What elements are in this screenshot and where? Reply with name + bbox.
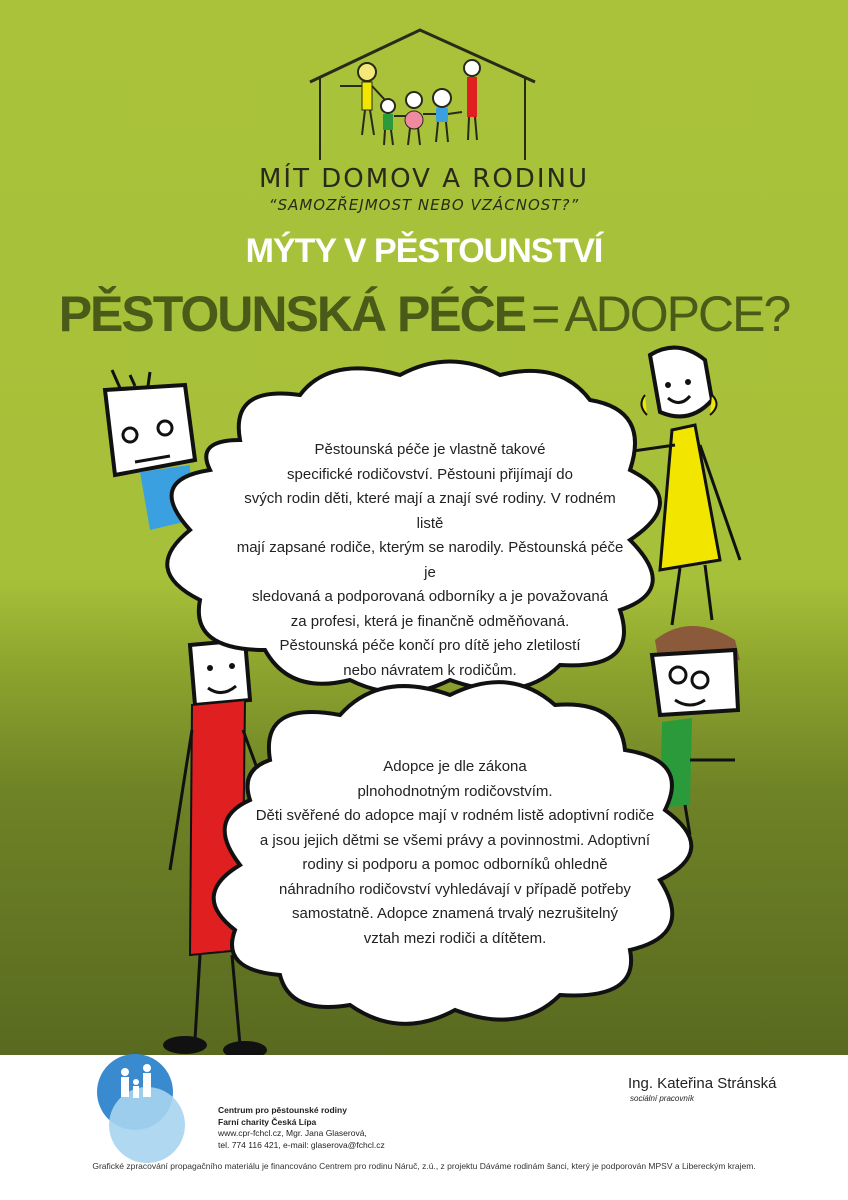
main-heading-light: ADOPCE?	[564, 286, 790, 342]
cloud-top-line: svých rodin děti, které mají a znají své rodiny. V rodném listě	[244, 490, 616, 532]
myths-heading: MÝTY V PĚSTOUNSTVÍ	[245, 232, 603, 270]
cloud-bottom-line: náhradního rodičovství vyhledávají v případě potřeby	[279, 880, 631, 898]
signature-role: sociální pracovník	[630, 1094, 695, 1103]
org-parent: Farní charity Česká Lípa	[218, 1116, 317, 1127]
org-logo	[95, 1050, 190, 1165]
cloud-bottom-line: plnohodnotným rodičovstvím.	[357, 782, 553, 800]
signature-block	[628, 1075, 776, 1103]
cloud-bottom-line: vztah mezi rodiči a dítětem.	[363, 929, 547, 947]
cloud-bottom-line: rodiny si podporu a pomoc odborníků ohledně	[302, 856, 608, 873]
cloud-bottom-line: Adopce je dle zákona	[383, 758, 527, 775]
organization-info	[218, 1105, 385, 1151]
campaign-title: MÍT DOMOV A RODINU	[259, 164, 589, 194]
cloud-top-line: nebo návratem k rodičům.	[343, 661, 517, 679]
cloud-bottom-text	[245, 755, 665, 951]
signature-name: Ing. Kateřina Stránská	[628, 1075, 777, 1092]
cloud-top-line: Pěstounská péče je vlastně takové	[314, 441, 546, 458]
org-name: Centrum pro pěstounské rodiny	[218, 1105, 347, 1115]
main-heading-equals: =	[531, 286, 559, 342]
cloud-bottom-line: Děti svěřené do adopce mají v rodném listě adoptivní rodiče	[255, 807, 655, 824]
cloud-top-line: mají zapsané rodiče, kterým se narodily. Pěstounská péče je	[236, 539, 624, 581]
main-heading-bold: PĚSTOUNSKÁ PÉČE	[58, 286, 526, 342]
cloud-top-line: Pěstounská péče končí pro dítě jeho zletilostí	[279, 637, 581, 654]
cloud-bottom-line: samostatně. Adopce znamená trvalý nezrušitelný	[291, 905, 618, 922]
funding-footnote: Grafické zpracování propagačního materiálu je financováno Centrem pro rodinu Náruč, z.ú., z projektu Dáváme rodinám šanci, který je podporován MPSV a Libereckým krajem.	[92, 1161, 756, 1171]
cloud-top-line: specifické rodičovství. Pěstouni přijímají do	[287, 465, 573, 483]
cloud-top-line: za profesi, která je finančně odměňovaná.	[290, 612, 570, 630]
cloud-bottom-line: a jsou jejich dětmi se všemi právy a povinnostmi. Adoptivní	[259, 831, 651, 849]
campaign-subtitle: “SAMOZŘEJMOST NEBO VZÁCNOST?”	[268, 196, 580, 214]
org-phone-email: tel. 774 116 421, e-mail: glaserova@fchcl.cz	[218, 1139, 385, 1150]
org-web-contact: www.cpr-fchcl.cz, Mgr. Jana Glaserová,	[218, 1128, 367, 1138]
cloud-top-line: sledovaná a podporovaná odborníky a je považovaná	[251, 588, 609, 605]
cloud-top-text	[230, 438, 630, 683]
